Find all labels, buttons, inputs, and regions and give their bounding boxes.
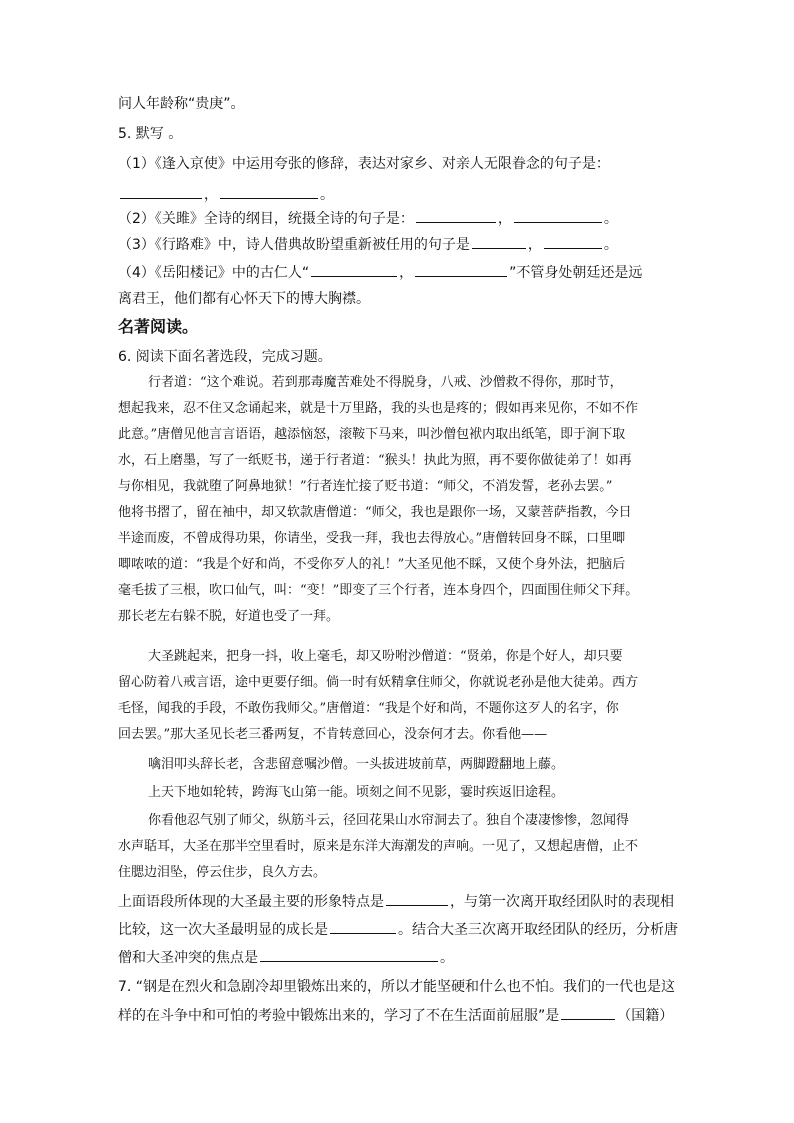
answer-blank[interactable]	[544, 233, 602, 249]
answer-blank[interactable]	[416, 207, 496, 223]
passage-line: 住腮边泪坠，停云住步，良久方去。	[118, 865, 327, 880]
answer-blank[interactable]	[514, 207, 602, 223]
passage-line: 毫毛拔了三根，吹口仙气，叫：“变！”即变了三个行者，连本身四个，四面围住师父下拜。	[118, 583, 639, 598]
q5-previous-tail: 问人年龄称“贵庚”。	[118, 96, 245, 112]
answer-blank[interactable]	[415, 261, 507, 277]
passage-line: 行者道：“这个难说。若到那毒魔苦难处不得脱身，八戒、沙僧救不得你，那时节，	[148, 375, 623, 390]
q5-item-1-blanks: ， 。	[118, 183, 334, 206]
passage-line: 毛怪，闻我的手段，不敢伤我师父。”唐僧道：“我是个好和尚，不题你这歹人的名字，你	[118, 701, 619, 716]
answer-blank[interactable]	[561, 1004, 615, 1020]
answer-blank[interactable]	[386, 890, 448, 906]
q6-question-line-2: 比较，这一次大圣最明显的成长是 。结合大圣三次离开取经团队的经历，分析唐	[118, 918, 678, 941]
q6-question-line-1: 上面语段所体现的大圣最主要的形象特点是 ，与第一次离开取经团队时的表现相	[118, 890, 674, 913]
answer-blank[interactable]	[260, 946, 438, 962]
passage-line: 与你相见，我就堕了阿鼻地狱！”行者连忙接了贬书道：“师父，不消发誓，老孙去罢。”	[118, 479, 613, 494]
q7-line-2: 样的在斗争中和可怕的考验中锻炼出来的，学习了不在生活面前屈服”是 （国籍）	[118, 1004, 673, 1027]
q5-item-4: （4）《岳阳楼记》中的古仁人“ ， ”不管身处朝廷还是远	[118, 261, 642, 284]
passage-line: 你看他忍气别了师父，纵筋斗云，径回花果山水帘洞去了。独自个凄凄惨惨，忽闻得	[148, 813, 630, 828]
q5-item-2: （2）《关雎》全诗的纲目，统摄全诗的句子是： ， 。	[118, 207, 618, 230]
passage-line: 回去罢。”那大圣见长老三番两复，不肯转意回心，没奈何才去。你看他——	[118, 727, 548, 742]
q5-item-1: （1）《逢入京使》中运用夸张的修辞，表达对家乡、对亲人无限眷念的句子是：	[118, 156, 610, 172]
passage-line: 留心防着八戒言语，途中更要仔细。倘一时有妖精拿住师父，你就说老孙是他大徒弟。西方	[118, 675, 639, 690]
passage-line: 想起我来，忍不住又念诵起来，就是十万里路，我的头也是疼的；假如再来见你，不如不作	[118, 401, 639, 416]
q5-title: 5. 默写 。	[118, 126, 183, 142]
passage-line: 此意。”唐僧见他言言语语，越添恼怒，滚鞍下马来，叫沙僧包袱内取出纸笔，即于涧下取	[118, 427, 626, 442]
answer-blank[interactable]	[220, 183, 318, 199]
passage-verse: 上天下地如轮转，跨海飞山第一能。顷刻之间不见影，霎时疾返旧途程。	[148, 785, 565, 800]
q5-item-3: （3）《行路难》中，诗人借典故盼望重新被任用的句子是 ， 。	[118, 233, 618, 256]
passage-verse: 噙泪叩头辞长老，含悲留意嘱沙僧。一头拔进坡前草，两脚蹬翻地上藤。	[148, 757, 565, 772]
section-heading: 名著阅读。	[118, 317, 199, 336]
answer-blank[interactable]	[472, 233, 526, 249]
passage-line: 唧哝哝的道：“我是个好和尚，不受你歹人的礼！”大圣见他不睬，又使个身外法，把脑后	[118, 557, 626, 572]
answer-blank[interactable]	[120, 183, 202, 199]
passage-line: 水声聒耳，大圣在那半空里看时，原来是东洋大海潮发的声响。一见了，又想起唐僧，止不	[118, 839, 639, 854]
q7-line-1: 7. “钢是在烈火和急剧冷却里锻炼出来的，所以才能坚硬和什么也不怕。我们的一代也是这	[118, 979, 676, 995]
q5-item-4-continued: 离君王，他们都有心怀天下的博大胸襟。	[118, 291, 370, 307]
passage-line: 他将书摺了，留在袖中，却又软款唐僧道：“师父，我也是跟你一场，又蒙菩萨指教，今日	[118, 505, 632, 520]
passage-line: 水，石上磨墨，写了一纸贬书，递于行者道：“猴头！执此为照，再不要你做徒弟了！如再	[118, 453, 632, 468]
passage-line: 大圣跳起来，把身一抖，收上毫毛，却又吩咐沙僧道：“贤弟，你是个好人，却只要	[148, 649, 623, 664]
answer-blank[interactable]	[330, 918, 396, 934]
passage-line: 半途而废，不曾成得功果，你请坐，受我一拜，我也去得放心。”唐僧转回身不睬，口里唧	[118, 531, 626, 546]
q6-question-line-3: 僧和大圣冲突的焦点是 。	[118, 946, 454, 969]
q6-intro: 6. 阅读下面名著选段，完成习题。	[118, 349, 332, 365]
answer-blank[interactable]	[311, 261, 397, 277]
passage-line: 那长老左右躲不脱，好道也受了一拜。	[118, 609, 340, 624]
